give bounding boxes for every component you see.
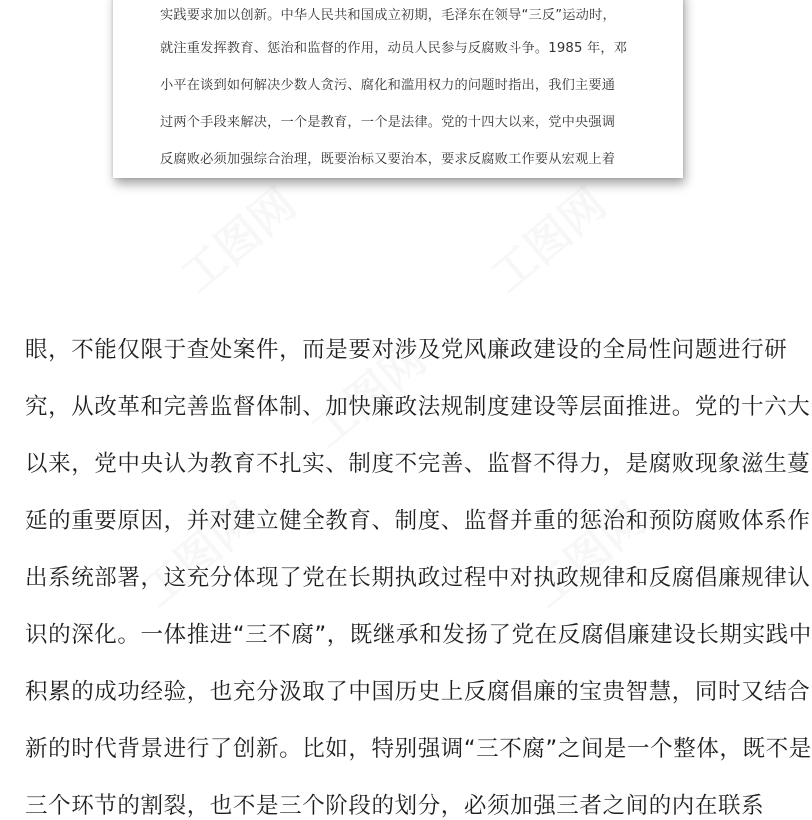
card-line: 小平在谈到如何解决少数人贪污、腐化和滥用权力的问题时指出，我们主要通 — [160, 78, 616, 93]
document-card — [113, 0, 683, 178]
body-line: 识的深化。一体推进“三不腐”，既继承和发扬了党在反腐倡廉建设长期实践中 — [25, 622, 812, 648]
watermark: 工图网 — [301, 333, 436, 458]
watermark: 工图网 — [521, 493, 656, 618]
watermark: 工图网 — [171, 178, 306, 303]
body-line: 眼，不能仅限于查处案件，而是要对涉及党风廉政建设的全局性问题进行研 — [25, 337, 788, 363]
card-line: 就注重发挥教育、惩治和监督的作用，动员人民参与反腐败斗争。1985 年，邓 — [160, 41, 628, 56]
body-line: 究，从改革和完善监督体制、加快廉政法规制度建设等层面推进。党的十六大 — [25, 394, 811, 420]
card-line: 反腐败必须加强综合治理，既要治标又要治本，要求反腐败工作要从宏观上着 — [160, 152, 616, 167]
card-line: 过两个手段来解决，一个是教育，一个是法律。党的十四大以来，党中央强调 — [160, 115, 616, 130]
body-line: 出系统部署，这充分体现了党在长期执政过程中对执政规律和反腐倡廉规律认 — [25, 565, 811, 591]
body-line: 新的时代背景进行了创新。比如，特别强调“三不腐”之间是一个整体，既不是 — [25, 736, 812, 762]
watermark: 工图网 — [131, 493, 266, 618]
body-line: 三个环节的割裂，也不是三个阶段的划分，必须加强三者之间的内在联系 — [25, 793, 765, 819]
body-line: 延的重要原因，并对建立健全教育、制度、监督并重的惩治和预防腐败体系作 — [25, 508, 811, 534]
card-line: 实践要求加以创新。中华人民共和国成立初期，毛泽东在领导“三反”运动时， — [160, 8, 616, 23]
body-line: 积累的成功经验，也充分汲取了中国历史上反腐倡廉的宝贵智慧，同时又结合 — [25, 679, 811, 705]
watermark: 工图网 — [481, 178, 616, 303]
body-line: 以来，党中央认为教育不扎实、制度不完善、监督不得力，是腐败现象滋生蔓 — [25, 451, 811, 477]
